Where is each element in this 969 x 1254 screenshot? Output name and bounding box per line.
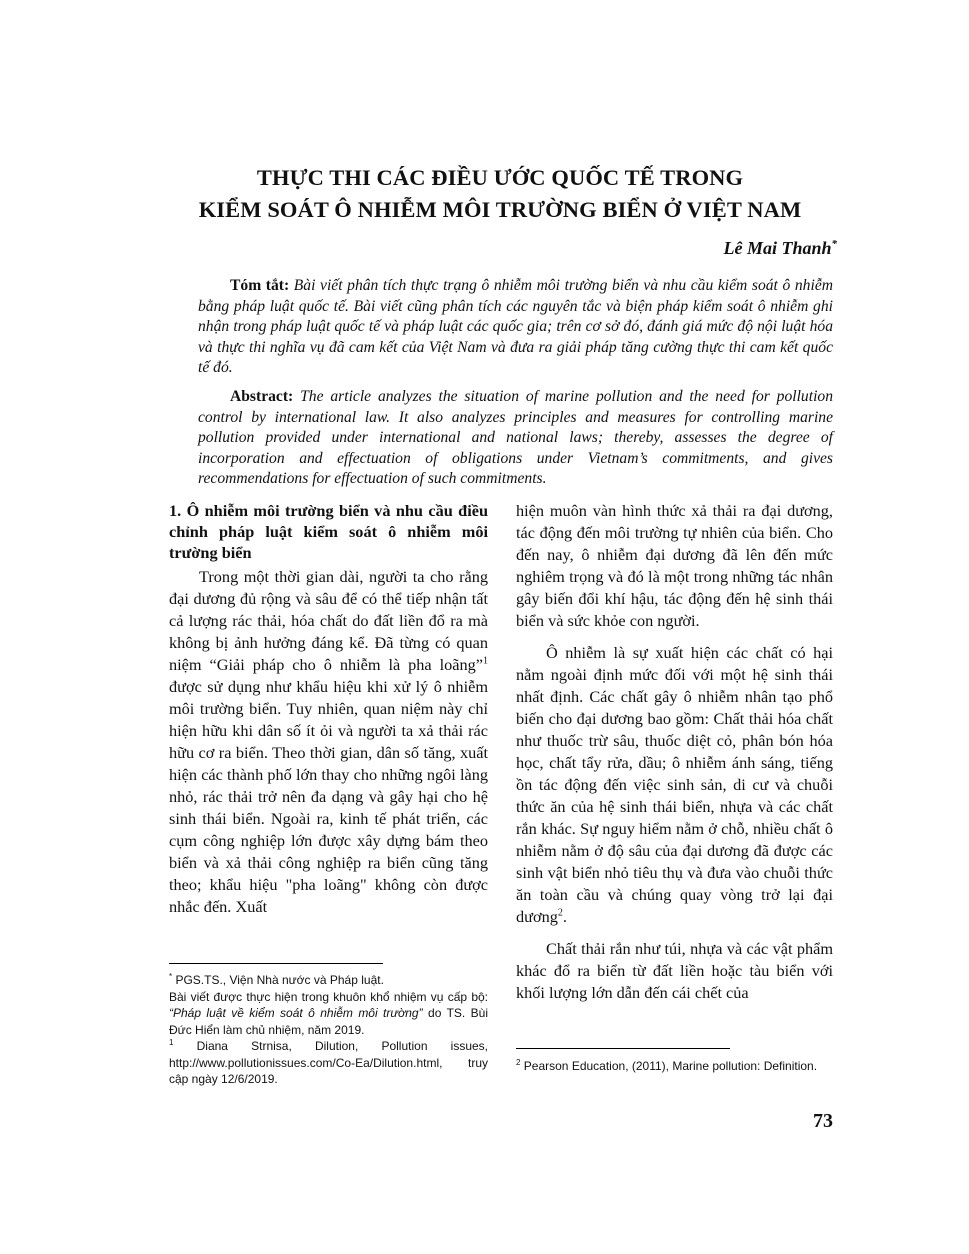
footnote-divider xyxy=(169,963,383,964)
author-name: Lê Mai Thanh xyxy=(723,238,832,258)
footnote-2 xyxy=(516,1058,833,1075)
page-number: 73 xyxy=(813,1110,833,1132)
footnote-divider xyxy=(516,1048,730,1049)
paragraph-text: Trong một thời gian dài, người ta cho rằng đại dương đủ rộng và sâu để có thể tiếp nhận tất cả lượng rác thải, hóa chất do đất liền đổ ra mà không bị ảnh hưởng đáng kể. Đã từng có quan niệm “Giải pháp cho ô nhiễm là pha loãng” xyxy=(169,567,488,674)
abstract-en-label: Abstract: xyxy=(230,388,294,405)
footnote-ref-2[interactable]: 2 xyxy=(557,907,563,919)
footnote-text: Pearson Education, (2011), Marine pollution: Definition. xyxy=(520,1059,818,1073)
footnote-mark: * xyxy=(169,972,173,981)
abstract-vn-label: Tóm tắt: xyxy=(230,277,290,294)
footnote-author xyxy=(169,972,488,989)
footnote-ref-1[interactable]: 1 xyxy=(483,655,488,667)
footnote-project xyxy=(169,989,488,1039)
abstract-en-text: The article analyzes the situation of marine pollution and the need for pollution control by international law. It also analyzes principles and measures for controlling marine pollution provided under international and national laws; thereby, assesses the degree of incorporation and effectuation of obligations under Vietnam’s commitments, and gives recommendations for effectuation of such commitments. xyxy=(198,388,833,488)
body-paragraph-continued: hiện muôn vàn hình thức xả thải ra đại dương, tác động đến môi trường tự nhiên của biển. Cho đến nay, ô nhiễm đại dương đã lên đến mức nghiêm trọng và đó là một trong những tác nhân gây biến đổi khí hậu, tác động đến hệ sinh thái biển và sức khỏe con người. xyxy=(516,501,833,630)
footnote-mark: 2 xyxy=(516,1058,521,1067)
abstract-vietnamese xyxy=(198,276,833,379)
paragraph-text: được sử dụng như khẩu hiệu khi xử lý ô nhiễm môi trường biển. Tuy nhiên, quan niệm này chỉ hiện hữu khi dân số ít ỏi và người ta xả thải rác hữu cơ ra biển. Theo thời gian, dân số tăng, xuất hiện các thành phố lớn thay cho những ngôi làng nhỏ, rác thải trở nên đa dạng và gây hại cho hệ sinh thái biển. Ngoài ra, kinh tế phát triển, các cụm công nghiệp lớn được xây dựng bám theo biển và xả thải công nghiệp ra biển cũng tăng theo; khẩu hiệu "pha loãng" không còn được nhắc đến. Xuất xyxy=(169,677,488,916)
paragraph-text: Ô nhiễm là sự xuất hiện các chất có hại nằm ngoài định mức đối với một hệ sinh thái nhất định. Các chất gây ô nhiễm nhân tạo phổ biến cho đại dương bao gồm: Chất thải hóa chất như thuốc trừ sâu, thuốc diệt cỏ, phân bón hóa học, chất tẩy rửa, dầu; ô nhiễm ánh sáng, tiếng ồn tác động đến việc sinh sản, di cư và chuỗi thức ăn của hệ sinh thái biển, nhựa và các chất rắn khác. Sự nguy hiểm nằm ở chỗ, nhiều chất ô nhiễm nằm ở độ sâu của đại dương đã được các sinh vật biển nhỏ tiêu thụ và đưa vào chuỗi thức ăn toàn cầu và chúng quay vòng trở lại đại dương xyxy=(516,643,833,926)
author-byline xyxy=(723,238,837,259)
footnote-text: PGS.TS., Viện Nhà nước và Pháp luật. xyxy=(172,973,384,987)
article-title xyxy=(100,162,900,226)
body-paragraph: Chất thải rắn như túi, nhựa và các vật phẩm khác đổ ra biển từ đất liền hoặc tàu biển với khối lượng lớn dẫn đến cái chết của xyxy=(516,939,833,1002)
footnote-project-title: “Pháp luật về kiểm soát ô nhiễm môi trường” xyxy=(169,1006,423,1020)
title-line-1: THỰC THI CÁC ĐIỀU ƯỚC QUỐC TẾ TRONG xyxy=(256,165,744,190)
paragraph-end: . xyxy=(562,907,567,926)
footnote-text: do TS. Bùi Đức Hiển làm chủ nhiệm, năm 2019. xyxy=(169,1006,488,1037)
footnote-text: Bài viết được thực hiện trong khuôn khổ nhiệm vụ cấp bộ: xyxy=(169,989,488,1004)
body-paragraph xyxy=(169,566,488,918)
abstract-vn-text: Bài viết phân tích thực trạng ô nhiễm môi trường biển và nhu cầu kiểm soát ô nhiễm bằng pháp luật quốc tế. Bài viết cũng phân tích các nguyên tắc và biện pháp kiểm soát ô nhiễm ghi nhận trong pháp luật quốc tế và pháp luật các quốc gia; trên cơ sở đó, đánh giá mức độ nội luật hóa và thực thi nghĩa vụ đã cam kết của Việt Nam và đưa ra giải pháp tăng cường thực thi cam kết quốc tế đó. xyxy=(198,277,833,377)
section-heading: 1. Ô nhiễm môi trường biển và nhu cầu điều chỉnh pháp luật kiểm soát ô nhiễm môi trường biển xyxy=(169,501,488,562)
footnotes-left xyxy=(169,972,488,1088)
author-footnote-mark[interactable]: * xyxy=(831,238,837,250)
abstract-english xyxy=(198,387,833,490)
footnote-1 xyxy=(169,1038,488,1088)
footnote-text[interactable]: Diana Strnisa, Dilution, Pollution issues, http://www.pollutionissues.com/Co-Ea/Dilution.html, truy cập ngày 12/6/2019. xyxy=(169,1039,488,1086)
body-paragraph xyxy=(516,642,833,928)
title-line-2: KIỂM SOÁT Ô NHIỄM MÔI TRƯỜNG BIỂN Ở VIỆT NAM xyxy=(198,197,802,222)
left-column xyxy=(169,500,488,918)
footnote-mark: 1 xyxy=(169,1038,174,1047)
footnotes-right xyxy=(516,1058,833,1075)
right-column xyxy=(516,500,833,1004)
